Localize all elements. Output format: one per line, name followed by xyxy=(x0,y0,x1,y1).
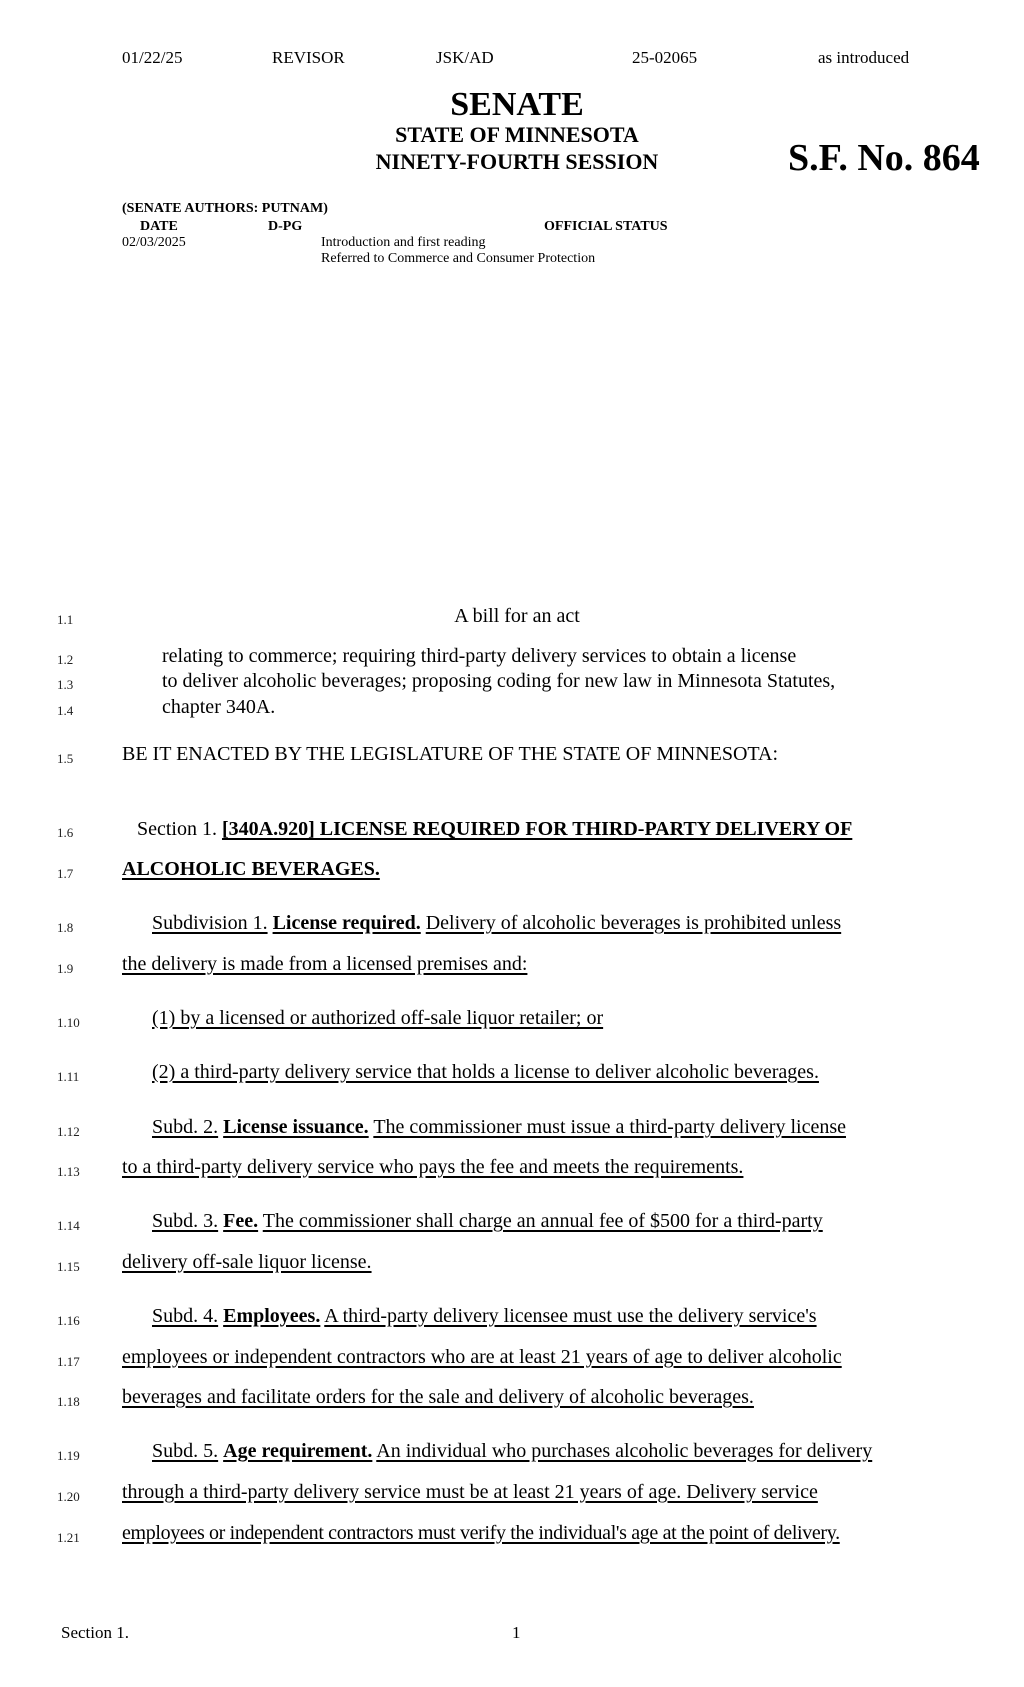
line-number: 1.14 xyxy=(57,1218,80,1233)
line-number: 1.19 xyxy=(57,1448,80,1463)
section-label: Section 1. xyxy=(137,818,217,840)
line-number: 1.3 xyxy=(57,677,74,692)
line-number: 1.21 xyxy=(57,1530,80,1545)
col-official-status: OFFICIAL STATUS xyxy=(544,219,668,234)
authors-label: (SENATE AUTHORS: PUTNAM) xyxy=(122,201,328,216)
line-number: 1.16 xyxy=(57,1313,80,1328)
line-number: 1.13 xyxy=(57,1164,80,1179)
bill-description: chapter 340A. xyxy=(162,696,276,718)
sub4-label: Subd. 4. xyxy=(152,1305,219,1327)
sub5-text-line3 xyxy=(122,1522,840,1545)
sub5-label: Subd. 5. xyxy=(152,1440,219,1462)
sub3-text-2: delivery off-sale liquor license. xyxy=(122,1251,372,1273)
action-date: 02/03/2025 xyxy=(122,235,186,250)
line-number: 1.20 xyxy=(57,1489,80,1504)
line-number: 1.1 xyxy=(57,612,74,627)
sub1-item-2 xyxy=(152,1061,819,1084)
sub1-item-1 xyxy=(152,1007,603,1030)
sub1-text: Delivery of alcoholic beverages is prohibited unless xyxy=(425,912,842,934)
line-number: 1.11 xyxy=(57,1069,80,1084)
sub5-text-line2 xyxy=(122,1481,818,1504)
sub2-text-2: to a third-party delivery service who pays the fee and meets the requirements. xyxy=(122,1156,744,1178)
footer-section: Section 1. xyxy=(61,1623,129,1642)
header-status: as introduced xyxy=(818,48,910,67)
subdivision-1 xyxy=(152,912,841,935)
sub3-heading: Fee. xyxy=(223,1210,259,1232)
line-number: 1.4 xyxy=(57,703,74,718)
action-referral: Referred to Commerce and Consumer Protection xyxy=(321,251,596,266)
subdivision-3 xyxy=(152,1210,823,1233)
subdivision-2 xyxy=(152,1116,846,1139)
sub5-text-3: employees or independent contractors must verify the individual's age at the point of delivery. xyxy=(122,1522,840,1544)
action-first-reading: Introduction and first reading xyxy=(321,235,486,250)
sub2-text-line2 xyxy=(122,1156,743,1179)
sub3-text: The commissioner shall charge an annual fee of $500 for a third-party xyxy=(262,1210,823,1232)
enacting-clause: BE IT ENACTED BY THE LEGISLATURE OF THE STATE OF MINNESOTA: xyxy=(122,743,779,765)
sub4-text-3: beverages and facilitate orders for the sale and delivery of alcoholic beverages. xyxy=(122,1386,754,1408)
line-number: 1.10 xyxy=(57,1015,80,1030)
line-number: 1.7 xyxy=(57,866,74,881)
sub3-label: Subd. 3. xyxy=(152,1210,219,1232)
chamber-title: SENATE xyxy=(450,86,584,123)
section-title: [340A.920] LICENSE REQUIRED FOR THIRD-PARTY DELIVERY OF xyxy=(222,818,853,840)
sub1-item-2-text: (2) a third-party delivery service that holds a license to deliver alcoholic beverages. xyxy=(152,1061,819,1083)
line-number: 1.6 xyxy=(57,825,74,840)
sub4-text-line3 xyxy=(122,1386,754,1409)
bill-description: to deliver alcoholic beverages; proposing coding for new law in Minnesota Statutes, xyxy=(162,670,836,692)
sub5-heading: Age requirement. xyxy=(223,1440,373,1462)
subdivision-5 xyxy=(152,1440,872,1463)
sub2-label: Subd. 2. xyxy=(152,1116,219,1138)
header-date: 01/22/25 xyxy=(122,48,183,67)
sub2-text: The commissioner must issue a third-party delivery license xyxy=(373,1116,846,1138)
line-number: 1.18 xyxy=(57,1394,80,1409)
sub1-text-line2 xyxy=(122,953,527,976)
header-revisor: REVISOR xyxy=(272,48,345,67)
sub5-text-2: through a third-party delivery service must be at least 21 years of age. Delivery service xyxy=(122,1481,818,1503)
section-heading xyxy=(137,818,852,841)
line-number: 1.8 xyxy=(57,920,74,935)
header-doc-number: 25-02065 xyxy=(632,48,698,67)
sub5-text: An individual who purchases alcoholic beverages for delivery xyxy=(376,1440,873,1462)
session-title: NINETY-FOURTH SESSION xyxy=(375,149,659,174)
page-number: 1 xyxy=(512,1623,521,1642)
line-number: 1.9 xyxy=(57,961,74,976)
col-date: DATE xyxy=(140,219,178,234)
sub1-heading: License required. xyxy=(272,912,421,934)
sub2-heading: License issuance. xyxy=(223,1116,369,1138)
sub1-label: Subdivision 1. xyxy=(152,912,268,934)
bill-description: relating to commerce; requiring third-party delivery services to obtain a license xyxy=(162,645,797,667)
header-initials: JSK/AD xyxy=(436,48,494,67)
state-title: STATE OF MINNESOTA xyxy=(395,122,639,147)
bill-number: S.F. No. 864 xyxy=(788,137,980,179)
line-number: 1.5 xyxy=(57,751,74,766)
subdivision-4 xyxy=(152,1305,817,1328)
sub1-item-1-text: (1) by a licensed or authorized off-sale liquor retailer; or xyxy=(152,1007,604,1029)
sub4-text-line2 xyxy=(122,1346,842,1369)
sub4-text-2: employees or independent contractors who are at least 21 years of age to deliver alcoholic xyxy=(122,1346,842,1368)
sub4-heading: Employees. xyxy=(223,1305,321,1327)
act-title: A bill for an act xyxy=(454,605,580,627)
col-dpg: D-PG xyxy=(268,219,303,234)
line-number: 1.17 xyxy=(57,1354,80,1369)
section-title-line2: ALCOHOLIC BEVERAGES. xyxy=(122,858,380,880)
sub1-text-2: the delivery is made from a licensed premises and: xyxy=(122,953,528,975)
line-number: 1.15 xyxy=(57,1259,80,1274)
section-title-cont xyxy=(122,858,380,881)
line-number: 1.2 xyxy=(57,652,74,667)
line-number: 1.12 xyxy=(57,1124,80,1139)
sub3-text-line2 xyxy=(122,1251,372,1274)
sub4-text: A third-party delivery licensee must use the delivery service's xyxy=(324,1305,817,1327)
